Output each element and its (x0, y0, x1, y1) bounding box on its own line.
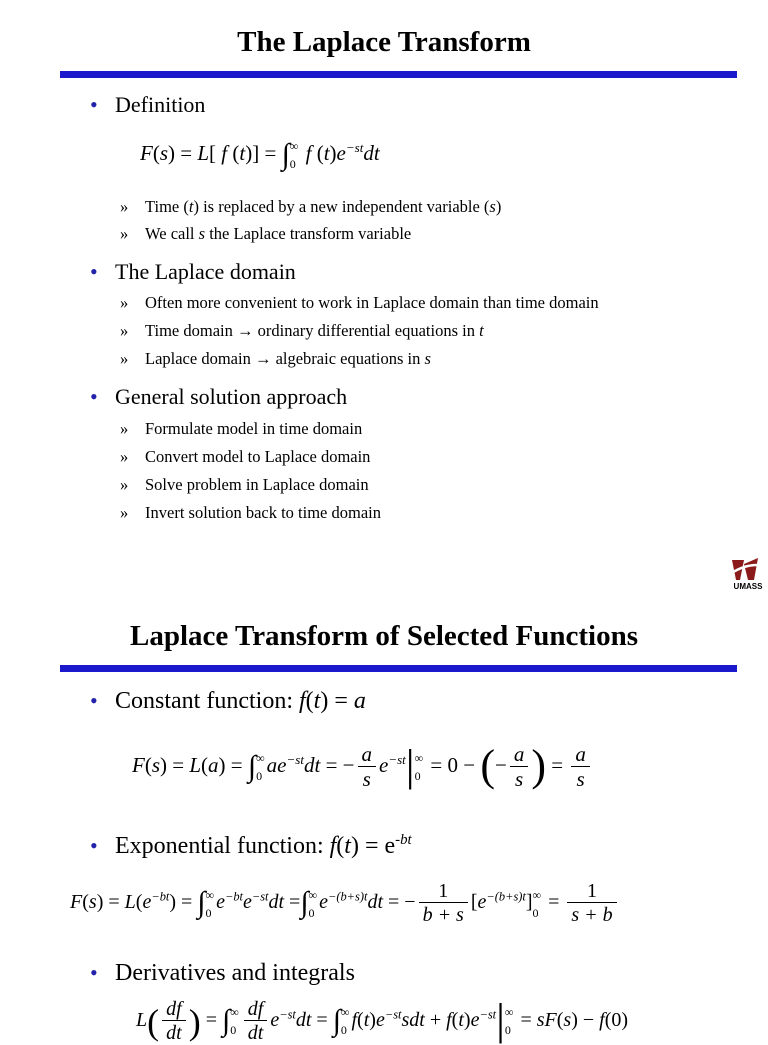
bullet-exponential-function: • Exponential function: $f(t) = e^{-bt}$ (90, 832, 412, 859)
sub-item: » Convert model to Laplace domain (120, 447, 371, 466)
bullet-label: The Laplace domain (115, 259, 296, 284)
arrow-icon: → (254, 349, 272, 368)
exponential-equation: $F(s) = L(e^{-bt})$ = ∫ ∞ 0 $e^{-bt}e^{-st}dt$ =∫ ∞ 0 $e^{-(b+s)t}dt$ = − $\frac{1}{b + s}$ $[e^{-(b+s)t}]$ ∞ 0 = $\frac{1}{s + b}$ (70, 880, 620, 927)
bullet-definition (90, 92, 205, 118)
arrow-icon: → (236, 321, 254, 340)
bullet-dot: • (90, 384, 98, 409)
bullet-constant-function: • Constant function: f(t) = a (90, 688, 366, 714)
bullet-dot: • (90, 259, 98, 284)
bullet-solution-approach (90, 384, 347, 410)
bullet-label: Definition (115, 92, 206, 117)
sub-item: » Invert solution back to time domain (120, 503, 381, 522)
umass-logo-icon (728, 556, 768, 592)
sub-item: » Often more convenient to work in Laplace domain than time domain (120, 293, 599, 312)
bullet-dot: • (90, 688, 98, 713)
bullet-dot: • (90, 92, 98, 117)
derivative-equation: L( $\frac{df}{dt}$ ) = ∫ ∞ 0 $\frac{df}{dt}$ $e^{-st}dt$ = ∫ ∞ 0 $f(t)e^{-st}sdt + f(t)e^{-st}|$ ∞ 0 = sF(s) − f(0) (136, 995, 629, 1044)
sub-item: » Solve problem in Laplace domain (120, 475, 369, 494)
slide-title: The Laplace Transform (237, 26, 531, 58)
slide-title: Laplace Transform of Selected Functions (130, 620, 638, 652)
bullet-derivatives-integrals: • Derivatives and integrals (90, 960, 355, 986)
sub-item: » Laplace domain → algebraic equations in s (120, 349, 431, 368)
bullet-dot: • (90, 833, 98, 858)
bullet-label: General solution approach (115, 384, 348, 409)
slide-selected-functions (0, 590, 768, 1044)
title-rule (60, 71, 737, 78)
bullet-laplace-domain (90, 259, 296, 285)
bullet-dot: • (90, 960, 98, 985)
logo-text: UMASS (733, 582, 763, 591)
sub-item: » We call s the Laplace transform variable (120, 224, 412, 243)
sub-item: » Time (t) is replaced by a new independent variable (s) (120, 197, 502, 216)
definition-equation: F(s) = L[ f (t)] = ∫ ∞ 0 f $(t)e^{-st}dt$ (140, 137, 380, 171)
title-rule (60, 665, 737, 672)
constant-equation: F(s) = L(a) = ∫ ∞ 0 $ae^{-st}dt$ = − $\frac{a}{s}$ $e^{-st}|$ ∞ 0 = 0 − (− $\frac{a}{s}$ ) = $\frac{a}{s}$ (132, 740, 593, 792)
sub-item: » Time domain → ordinary differential equations in t (120, 321, 484, 340)
sub-item: » Formulate model in time domain (120, 419, 363, 438)
